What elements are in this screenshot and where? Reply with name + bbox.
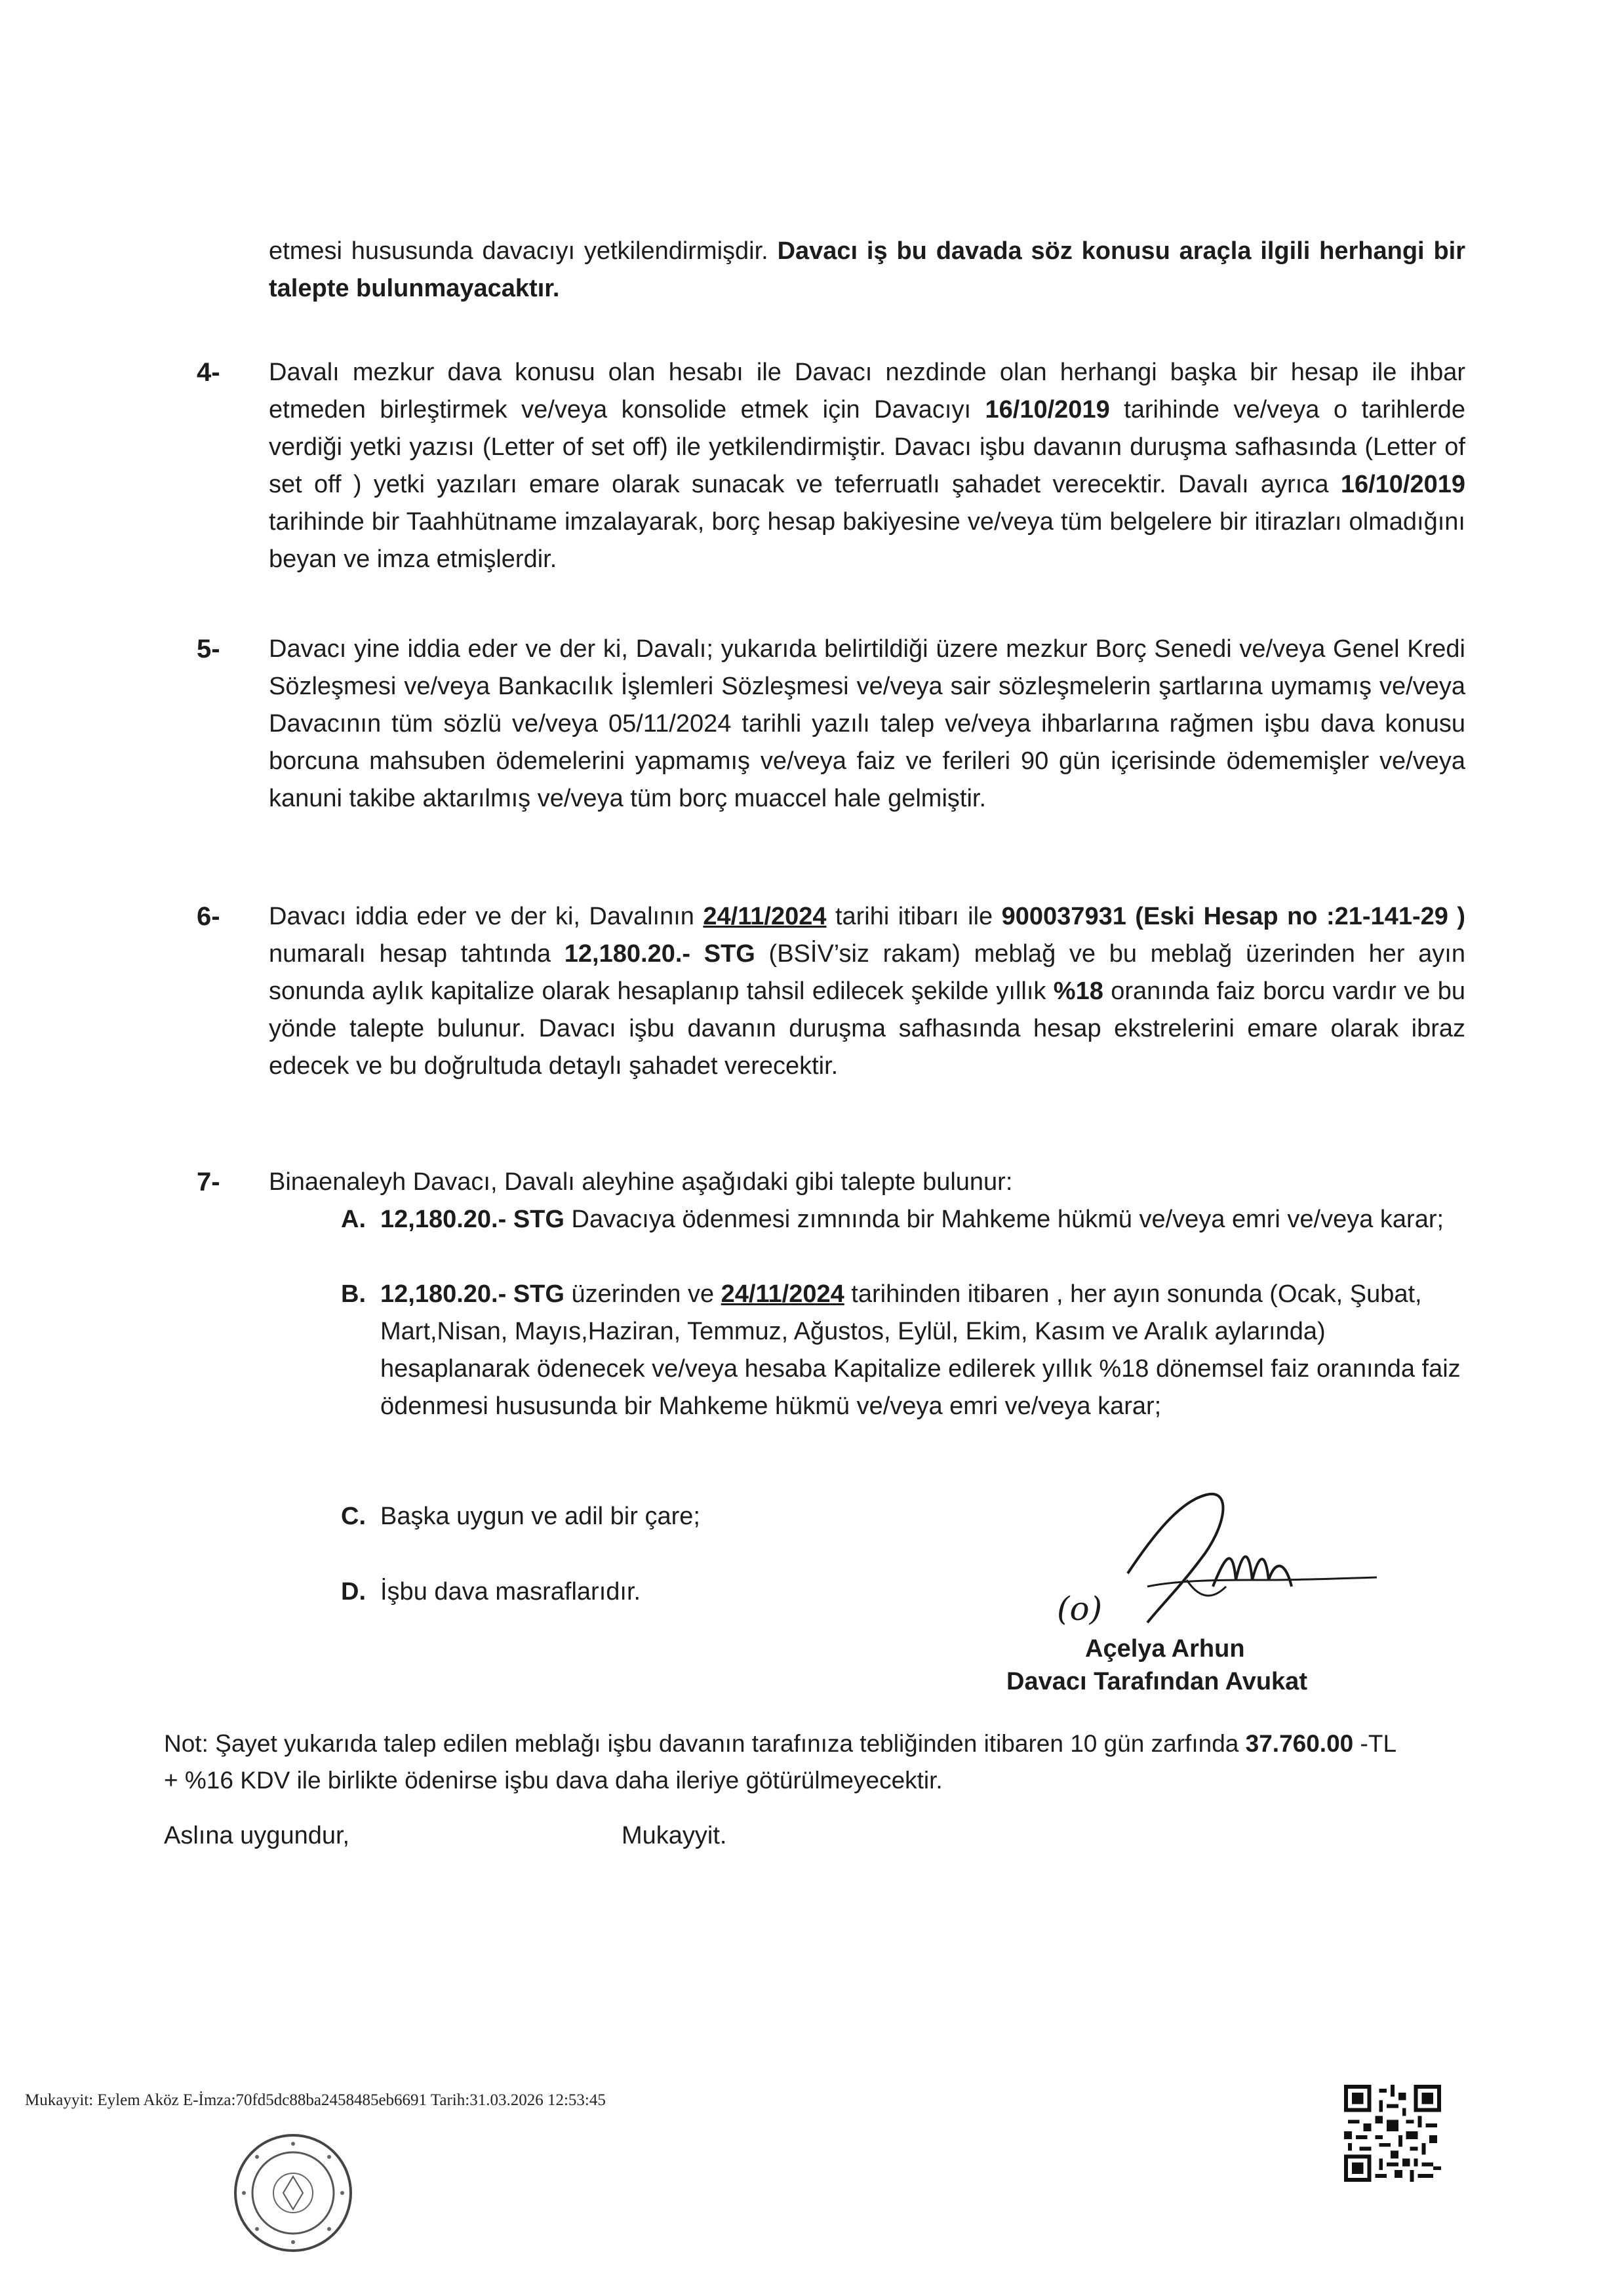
item-b-date: 24/11/2024 <box>721 1280 844 1308</box>
e-signature-stamp: Mukayyit: Eylem Aköz E-İmza:70fd5dc88ba2458485eb6691 Tarih:31.03.2026 12:53:45 <box>25 2091 606 2109</box>
p6-text-2: tarihi itibarı ile <box>826 903 1002 930</box>
note-amount: 37.760.00 <box>1245 1730 1354 1757</box>
paragraph-7-number: 7- <box>197 1168 220 1196</box>
p6-account: 900037931 (Eski Hesap no :21-141-29 ) <box>1001 903 1465 930</box>
paragraph-5-number: 5- <box>197 635 220 663</box>
note-text-1: Not: Şayet yukarıda talep edilen meblağı işbu davanın tarafınıza tebliğinden itibaren 10 gün zarfında <box>164 1730 1246 1757</box>
item-b-amount: 12,180.20.- STG <box>380 1280 564 1308</box>
item-d: İşbu dava masraflarıdır. <box>380 1578 641 1606</box>
item-a-amount: 12,180.20.- STG <box>380 1206 564 1233</box>
p6-text-3: numaralı hesap tahtında <box>269 940 564 968</box>
intro-plain: etmesi hususunda davacıyı yetkilendirmişdir. <box>269 237 778 265</box>
paragraph-7: Binaenaleyh Davacı, Davalı aleyhine aşağıdaki gibi talepte bulunur: <box>269 1168 1013 1196</box>
item-a-text: Davacıya ödenmesi zımnında bir Mahkeme hükmü ve/veya emri ve/veya karar; <box>564 1206 1444 1233</box>
footer-registrar: Mukayyit. <box>622 1822 727 1849</box>
intro-paragraph <box>269 233 1465 307</box>
signature-name: Açelya Arhun <box>1085 1635 1245 1663</box>
p6-text-4: (BSİV’siz rakam) meblağ ve bu meblağ üzerinden her ayın sonunda aylık kapitalize olarak hesaplanıp tahsil edilecek şekilde yıllık <box>269 940 1466 1005</box>
item-c: Başka uygun ve adil bir çare; <box>380 1503 700 1530</box>
paragraph-6 <box>269 898 1465 1085</box>
item-d-letter: D. <box>341 1578 366 1606</box>
p6-text-1: Davacı iddia eder ve der ki, Davalının <box>269 903 703 930</box>
note-paragraph <box>164 1726 1396 1799</box>
paragraph-6-number: 6- <box>197 902 220 931</box>
paragraph-4 <box>269 354 1465 578</box>
paragraph-4-number: 4- <box>197 358 220 387</box>
paragraph-5: Davacı yine iddia eder ve der ki, Davalı; yukarıda belirtildiği üzere mezkur Borç Senedi ve/veya Genel Kredi Sözleşmesi ve/veya Bankacılık İşlemleri Sözleşmesi ve/veya sair sözleşmelerin şartlarına uymamış ve/veya Davacının tüm sözlü ve/veya 05/11/2024 tarihli yazılı talep ve/veya ihbarlarına rağmen işbu dava konusu borcuna mahsuben ödemelerini yapmamış ve/veya faiz ve ferileri 90 gün içerisinde ödememişler ve/veya kanuni takibe aktarılmış ve/veya tüm borç muaccel hale gelmiştir. <box>269 635 1465 812</box>
p6-rate: %18 <box>1053 977 1103 1005</box>
p4-date-1: 16/10/2019 <box>985 396 1110 424</box>
footer-certified: Aslına uygundur, <box>164 1822 350 1849</box>
qr-code-icon <box>1344 2085 1441 2182</box>
signature-mark: (o) <box>1057 1590 1103 1628</box>
item-b <box>380 1276 1465 1425</box>
signature-role: Davacı Tarafından Avukat <box>1006 1668 1307 1695</box>
item-a-letter: A. <box>341 1206 366 1233</box>
note-text-2: -TL + %16 KDV ile birlikte ödenirse işbu dava daha ileriye götürülmeyecektir. <box>164 1730 1396 1794</box>
item-c-letter: C. <box>341 1503 366 1530</box>
intro-bold: Davacı iş bu davada söz konusu araçla ilgili herhangi bir talepte bulunmayacaktır. <box>269 237 1465 302</box>
p6-text-5: oranında faiz borcu vardır ve bu yönde talepte bulunur. Davacı işbu davanın duruşma safhasında hesap ekstrelerini emare olarak ibraz edecek ve bu doğrultuda detaylı şahadet verecektir. <box>269 977 1465 1080</box>
item-b-letter: B. <box>341 1280 366 1308</box>
p6-date: 24/11/2024 <box>703 903 827 930</box>
item-a <box>380 1201 1465 1238</box>
p4-text-1: Davalı mezkur dava konusu olan hesabı ile Davacı nezdinde olan herhangi başka bir hesap ile ihbar etmeden birleştirmek ve/veya konsolide etmek için Davacıyı <box>269 359 1465 424</box>
p4-text-2: tarihinde ve/veya o tarihlerde verdiği yetki yazısı (Letter of set off) ile yetkilendirmiştir. Davacı işbu davanın duruşma safhasında (Letter of set off ) yetki yazıları emare olarak sunacak ve teferruatlı şahadet verecektir. Davalı ayrıca <box>269 396 1466 498</box>
p4-date-2: 16/10/2019 <box>1340 471 1465 498</box>
p4-text-3: tarihinde bir Taahhütname imzalayarak, borç hesap bakiyesine ve/veya tüm belgelere bir itirazları olmadığını beyan ve imza etmişlerdir. <box>269 508 1465 573</box>
p6-amount: 12,180.20.- STG <box>564 940 755 968</box>
item-b-text-2: tarihinden itibaren , her ayın sonunda (Ocak, Şubat, Mart,Nisan, Mayıs,Haziran, Temmuz, Ağustos, Eylül, Ekim, Kasım ve Aralık aylarında) hesaplanarak ödenecek ve/veya hesaba Kapitalize edilerek yıllık %18 dönemsel faiz oranında faiz ödenmesi hususunda bir Mahkeme hükmü ve/veya emri ve/veya karar; <box>380 1280 1461 1420</box>
court-seal-icon <box>231 2131 355 2255</box>
item-b-text-1: üzerinden ve <box>564 1280 721 1308</box>
